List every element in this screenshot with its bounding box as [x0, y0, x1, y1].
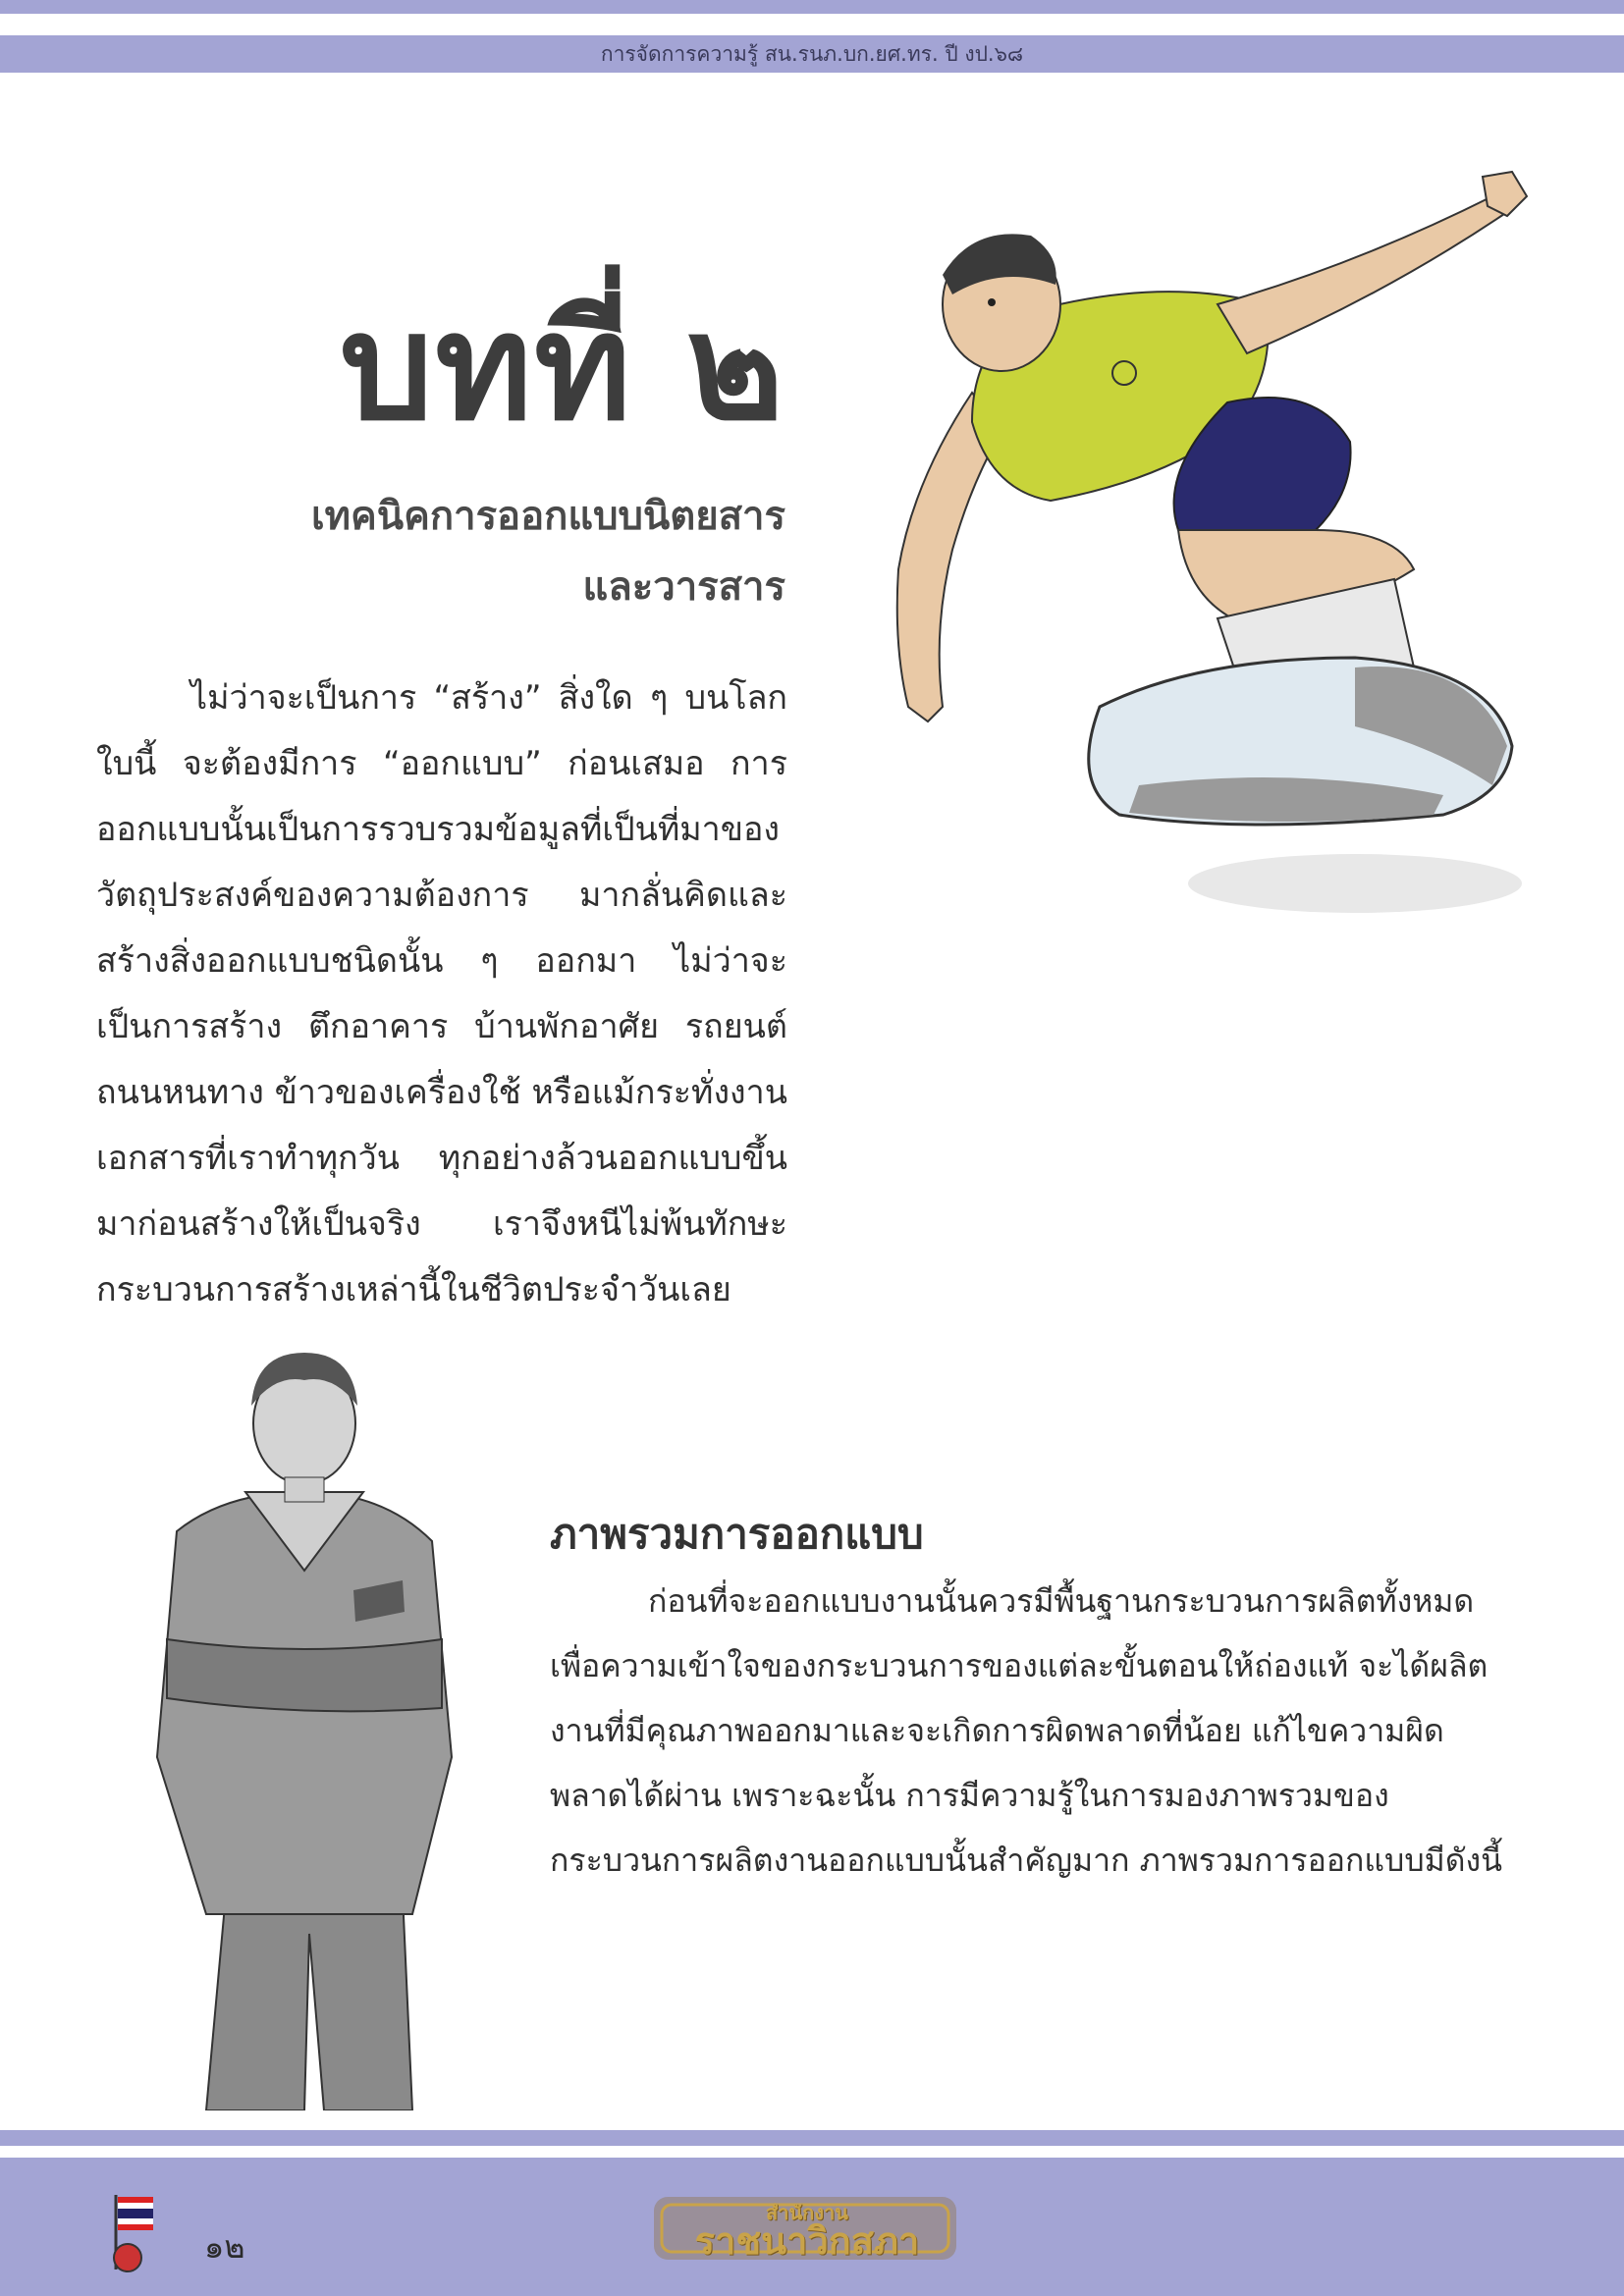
- top-band: [0, 0, 1624, 14]
- overview-heading: ภาพรวมการออกแบบ: [550, 1510, 924, 1558]
- intro-paragraph: ไม่ว่าจะเป็นการ “สร้าง” สิ่งใด ๆ บนโลกใบนี้ จะต้องมีการ “ออกแบบ” ก่อนเสมอ การออกแบบนั้นเป็นการรวบรวมข้อมูลที่เป็นที่มาของวัตถุประสงค์ของความต้องการ มากลั่นคิดและสร้างสิ่งออกแบบชนิดนั้น ๆ ออกมา ไม่ว่าจะเป็นการสร้าง ตึกอาคาร บ้านพักอาศัย รถยนต์ ถนนหนทาง ข้าวของเครื่องใช้ หรือแม้กระทั่งงานเอกสารที่เราทำทุกวัน ทุกอย่างล้วนออกแบบขึ้นมาก่อนสร้างให้เป็นจริง เราจึงหนีไม่พ้นทักษะกระบวนการสร้างเหล่านี้ในชีวิตประจำวันเลย: [96, 678, 787, 1309]
- flag-icon: [106, 2191, 161, 2277]
- header-text: การจัดการความรู้ สน.รนภ.บก.ยศ.ทร. ปี งป.๖๘: [600, 41, 1024, 66]
- logo-line2: ราชนาวิกสภา: [694, 2219, 920, 2263]
- page-number: ๑๒: [204, 2228, 245, 2266]
- chapter-subtitle-line1: เทคนิคการออกแบบนิตยสาร: [310, 494, 785, 539]
- logo-line1: สำนักงาน: [766, 2201, 848, 2224]
- overview-paragraph: ก่อนที่จะออกแบบงานนั้นควรมีพื้นฐานกระบวนการผลิตทั้งหมด เพื่อความเข้าใจของกระบวนการของแต่ละขั้นตอนให้ถ่องแท้ จะได้ผลิตงานที่มีคุณภาพออกมาและจะเกิดการผิดพลาดที่น้อย แก้ไขความผิดพลาดได้ผ่าน เพราะฉะนั้น การมีความรู้ในการมองภาพรวมของกระบวนการผลิตงานออกแบบนั้นสำคัญมาก ภาพรวมการออกแบบมีดังนี้: [550, 1582, 1503, 1879]
- sailor-illustration: [118, 1345, 491, 2110]
- organization-logo-text: [660, 2195, 954, 2268]
- chapter-title: บทที่ ๒: [339, 283, 785, 454]
- intro-section: [96, 666, 787, 1323]
- footer-thin-band: [0, 2130, 1624, 2146]
- header-band: [0, 35, 1624, 73]
- chapter-subtitle: [236, 481, 785, 622]
- runner-illustration: [805, 157, 1532, 962]
- chapter-subtitle-line2: และวารสาร: [582, 564, 785, 610]
- overview-section: [550, 1569, 1522, 1893]
